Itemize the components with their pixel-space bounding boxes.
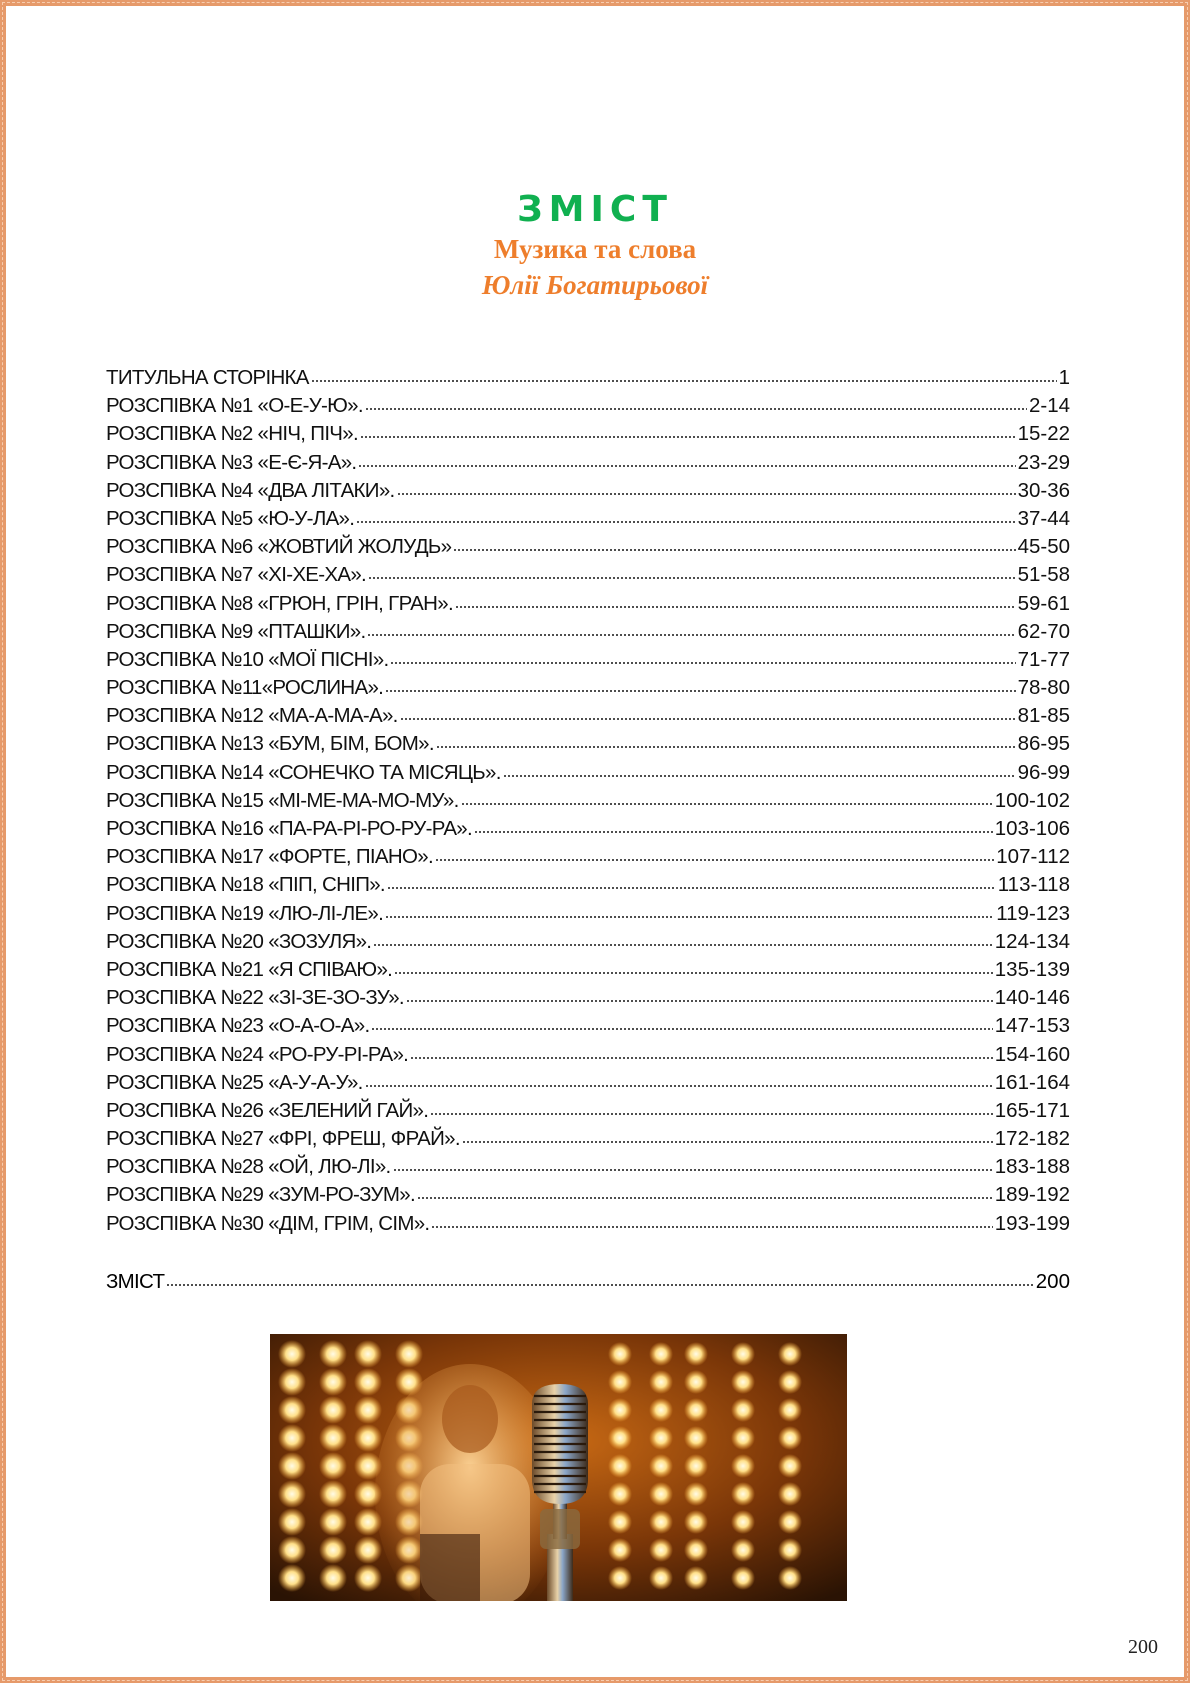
- toc-entry-pages: 189-192: [994, 1183, 1070, 1207]
- toc-entry-label: РОЗСПІВКА №13 «БУМ, БІМ, БОМ».: [106, 732, 434, 756]
- light-bulb: [608, 1510, 632, 1534]
- light-bulb: [278, 1340, 306, 1368]
- toc-row[interactable]: [106, 674, 1070, 702]
- toc-entry-pages: 154-160: [994, 1042, 1070, 1066]
- toc-entry-pages: 78-80: [1017, 676, 1070, 700]
- toc-leader-dots: [387, 886, 996, 891]
- toc-entry-pages: 147-153: [994, 1014, 1070, 1038]
- toc-row[interactable]: [106, 787, 1070, 815]
- toc-entry-pages: 103-106: [994, 817, 1070, 840]
- light-bulb: [319, 1396, 347, 1424]
- toc-row[interactable]: [106, 1181, 1070, 1209]
- toc-row[interactable]: [106, 449, 1070, 477]
- toc-entry-label: ЗМІСТ: [106, 1270, 165, 1293]
- light-bulb: [684, 1370, 708, 1394]
- toc-entry-label: РОЗСПІВКА №29 «ЗУМ-РО-ЗУМ».: [106, 1183, 415, 1207]
- light-bulb: [684, 1342, 708, 1366]
- toc-row[interactable]: [106, 1153, 1070, 1181]
- light-bulb: [649, 1566, 673, 1590]
- toc-entry-label: РОЗСПІВКА №10 «МОЇ ПІСНІ».: [106, 647, 389, 671]
- toc-row[interactable]: [106, 1041, 1070, 1069]
- toc-entry-pages: 71-77: [1017, 647, 1070, 671]
- toc-row[interactable]: [106, 590, 1070, 618]
- toc-entry-label: РОЗСПІВКА №1 «О-Е-У-Ю».: [106, 394, 363, 418]
- toc-leader-dots: [462, 1140, 993, 1145]
- toc-row[interactable]: [106, 505, 1070, 533]
- light-bulb: [278, 1452, 306, 1480]
- light-bulb: [278, 1508, 306, 1536]
- toc-entry-label: РОЗСПІВКА №11«РОСЛИНА».: [106, 676, 384, 700]
- light-bulb: [608, 1426, 632, 1450]
- light-bulb: [608, 1370, 632, 1394]
- toc-leader-dots: [371, 1027, 992, 1032]
- light-bulb: [278, 1368, 306, 1396]
- light-bulb: [684, 1454, 708, 1478]
- toc-entry-pages: 183-188: [994, 1155, 1070, 1179]
- light-bulb: [319, 1368, 347, 1396]
- light-bulb: [649, 1398, 673, 1422]
- toc-row[interactable]: [106, 1125, 1070, 1153]
- toc-entry-pages: 161-164: [994, 1070, 1070, 1094]
- toc-entry-pages: 113-118: [997, 873, 1070, 897]
- toc-entry-label: РОЗСПІВКА №8 «ГРЮН, ГРІН, ГРАН».: [106, 591, 453, 615]
- light-bulb: [319, 1536, 347, 1564]
- light-bulb: [608, 1342, 632, 1366]
- light-bulb: [684, 1482, 708, 1506]
- toc-leader-dots: [417, 1196, 993, 1201]
- toc-row[interactable]: [106, 730, 1070, 758]
- light-bulb: [354, 1424, 382, 1452]
- light-bulb: [395, 1340, 423, 1368]
- toc-leader-dots: [431, 1225, 992, 1230]
- toc-entry-label: РОЗСПІВКА №4 «ДВА ЛІТАКИ».: [106, 478, 395, 502]
- page-title: ЗМІСТ: [517, 189, 673, 230]
- toc-leader-dots: [356, 520, 1015, 525]
- light-bulb: [649, 1510, 673, 1534]
- toc-entry-label: РОЗСПІВКА №26 «ЗЕЛЕНИЙ ГАЙ».: [106, 1098, 429, 1122]
- light-bulb: [649, 1342, 673, 1366]
- toc-row[interactable]: [106, 1012, 1070, 1040]
- light-bulb: [608, 1398, 632, 1422]
- toc-leader-dots: [430, 1112, 993, 1117]
- toc-leader-dots: [453, 548, 1015, 553]
- light-bulb: [354, 1340, 382, 1368]
- light-bulb: [731, 1342, 755, 1366]
- light-bulb: [778, 1398, 802, 1422]
- light-bulb: [319, 1508, 347, 1536]
- toc-entry-pages: 45-50: [1017, 535, 1070, 559]
- toc-row[interactable]: [106, 900, 1070, 928]
- toc-entry-label: РОЗСПІВКА №30 «ДІМ, ГРІМ, СІМ».: [106, 1211, 430, 1235]
- toc-entry-label: РОЗСПІВКА №28 «ОЙ, ЛЮ-ЛІ».: [106, 1155, 391, 1179]
- toc-leader-dots: [461, 802, 993, 807]
- toc-entry-label: РОЗСПІВКА №23 «О-А-О-А».: [106, 1014, 370, 1038]
- toc-entry-pages: 100-102: [994, 788, 1070, 812]
- table-of-contents: [106, 364, 1070, 1238]
- toc-leader-dots: [166, 1283, 1033, 1288]
- toc-entry-label: РОЗСПІВКА №22 «ЗІ-ЗЕ-ЗО-ЗУ».: [106, 986, 404, 1010]
- light-bulb: [354, 1396, 382, 1424]
- toc-leader-dots: [503, 774, 1016, 779]
- toc-entry-pages: 193-199: [994, 1211, 1070, 1235]
- toc-leader-dots: [311, 379, 1057, 384]
- light-bulb: [608, 1482, 632, 1506]
- toc-entry-pages: 86-95: [1017, 732, 1070, 756]
- toc-entry-pages: 124-134: [994, 929, 1070, 953]
- toc-entry-pages: 165-171: [994, 1098, 1070, 1122]
- toc-entry-pages: 172-182: [994, 1127, 1070, 1151]
- light-bulb: [319, 1424, 347, 1452]
- light-bulb: [778, 1454, 802, 1478]
- subtitle-music-and-lyrics: Музика та слова: [493, 234, 697, 264]
- light-bulb: [778, 1426, 802, 1450]
- light-bulb: [354, 1536, 382, 1564]
- toc-final-entry: [106, 1268, 1070, 1296]
- light-bulb: [319, 1340, 347, 1368]
- toc-entry-pages: 30-36: [1017, 478, 1070, 502]
- toc-leader-dots: [385, 689, 1015, 694]
- toc-entry-pages: 119-123: [996, 901, 1070, 925]
- light-bulb: [684, 1510, 708, 1534]
- toc-row[interactable]: [106, 618, 1070, 646]
- toc-entry-label: РОЗСПІВКА №9 «ПТАШКИ».: [106, 619, 366, 643]
- toc-entry-pages: 51-58: [1017, 563, 1070, 587]
- toc-row[interactable]: [106, 646, 1070, 674]
- microphone-photo: [270, 1334, 847, 1601]
- toc-entry-pages: 62-70: [1017, 619, 1070, 643]
- toc-row[interactable]: [106, 815, 1070, 843]
- toc-leader-dots: [373, 943, 992, 948]
- toc-row[interactable]: [106, 477, 1070, 505]
- light-bulb: [278, 1564, 306, 1592]
- light-bulb: [778, 1510, 802, 1534]
- toc-row[interactable]: [106, 843, 1070, 871]
- light-bulb: [731, 1426, 755, 1450]
- toc-entry-label: РОЗСПІВКА №27 «ФРІ, ФРЕШ, ФРАЙ».: [106, 1127, 460, 1151]
- light-bulb: [731, 1398, 755, 1422]
- toc-row[interactable]: [106, 533, 1070, 561]
- light-bulb: [649, 1454, 673, 1478]
- toc-row[interactable]: [106, 759, 1070, 787]
- toc-entry-pages: 37-44: [1017, 506, 1070, 530]
- toc-leader-dots: [406, 999, 993, 1004]
- toc-entry-pages: 96-99: [1017, 760, 1070, 784]
- toc-entry-pages: 140-146: [994, 986, 1070, 1010]
- toc-entry-label: РОЗСПІВКА №3 «Е-Є-Я-А».: [106, 450, 357, 474]
- toc-leader-dots: [390, 661, 1015, 666]
- toc-entry-pages: 59-61: [1017, 591, 1070, 615]
- light-bulb: [731, 1566, 755, 1590]
- toc-entry-pages: 81-85: [1017, 704, 1070, 728]
- toc-leader-dots: [455, 605, 1016, 610]
- light-bulb: [319, 1564, 347, 1592]
- light-bulb: [608, 1566, 632, 1590]
- toc-leader-dots: [474, 830, 993, 835]
- toc-row[interactable]: [106, 1268, 1070, 1296]
- toc-leader-dots: [410, 1056, 993, 1061]
- toc-entry-label: РОЗСПІВКА №6 «ЖОВТИЙ ЖОЛУДЬ»: [106, 535, 452, 559]
- light-bulb: [778, 1482, 802, 1506]
- toc-leader-dots: [435, 858, 994, 863]
- light-bulb: [778, 1566, 802, 1590]
- toc-leader-dots: [385, 915, 994, 920]
- toc-leader-dots: [393, 1168, 993, 1173]
- light-bulb: [278, 1424, 306, 1452]
- toc-leader-dots: [365, 1084, 993, 1089]
- toc-row[interactable]: [106, 871, 1070, 899]
- toc-row[interactable]: [106, 928, 1070, 956]
- light-bulb: [278, 1396, 306, 1424]
- light-bulb: [684, 1426, 708, 1450]
- light-bulb: [649, 1370, 673, 1394]
- toc-entry-label: РОЗСПІВКА №18 «ПІП, СНІП».: [106, 873, 385, 897]
- light-bulb: [354, 1368, 382, 1396]
- toc-row[interactable]: [106, 420, 1070, 448]
- light-bulb: [684, 1566, 708, 1590]
- light-bulb: [778, 1370, 802, 1394]
- light-bulb: [778, 1538, 802, 1562]
- toc-row[interactable]: [106, 1210, 1070, 1238]
- toc-entry-pages: 200: [1035, 1270, 1070, 1293]
- toc-row[interactable]: [106, 392, 1070, 420]
- light-bulb: [319, 1480, 347, 1508]
- toc-entry-label: ТИТУЛЬНА СТОРІНКА: [106, 366, 309, 389]
- light-bulb: [731, 1370, 755, 1394]
- page-number: 200: [1128, 1636, 1158, 1658]
- toc-entry-pages: 15-22: [1017, 422, 1070, 446]
- toc-entry-label: РОЗСПІВКА №25 «А-У-А-У».: [106, 1070, 363, 1094]
- toc-leader-dots: [367, 633, 1015, 638]
- toc-entry-label: РОЗСПІВКА №15 «МІ-МЕ-МА-МО-МУ».: [106, 788, 459, 812]
- light-bulb: [649, 1482, 673, 1506]
- toc-leader-dots: [394, 971, 993, 976]
- toc-leader-dots: [360, 435, 1016, 440]
- toc-entry-label: РОЗСПІВКА №7 «ХІ-ХЕ-ХА».: [106, 563, 367, 587]
- toc-entry-label: РОЗСПІВКА №24 «РО-РУ-РІ-РА».: [106, 1042, 409, 1066]
- light-bulb: [684, 1538, 708, 1562]
- light-bulb: [684, 1398, 708, 1422]
- light-bulb: [278, 1480, 306, 1508]
- toc-entry-label: РОЗСПІВКА №14 «СОНЕЧКО ТА МІСЯЦЬ».: [106, 760, 501, 784]
- toc-entry-pages: 107-112: [996, 845, 1070, 869]
- toc-entry-pages: 2-14: [1028, 394, 1070, 418]
- toc-entry-pages: 1: [1058, 366, 1070, 389]
- toc-leader-dots: [436, 745, 1016, 750]
- toc-entry-pages: 135-139: [994, 957, 1070, 981]
- toc-entry-label: РОЗСПІВКА №20 «ЗОЗУЛЯ».: [106, 929, 372, 953]
- toc-leader-dots: [397, 492, 1016, 497]
- light-bulb: [778, 1342, 802, 1366]
- toc-leader-dots: [400, 717, 1016, 722]
- toc-row[interactable]: [106, 1097, 1070, 1125]
- microphone-icon: [270, 1334, 847, 1601]
- light-bulb: [319, 1452, 347, 1480]
- light-bulb: [649, 1538, 673, 1562]
- light-bulb: [278, 1536, 306, 1564]
- toc-row[interactable]: [106, 1069, 1070, 1097]
- toc-entry-label: РОЗСПІВКА №17 «ФОРТЕ, ПІАНО».: [106, 845, 433, 869]
- toc-entry-pages: 23-29: [1017, 450, 1070, 474]
- toc-entry-label: РОЗСПІВКА №19 «ЛЮ-ЛІ-ЛЕ».: [106, 901, 384, 925]
- light-bulb: [731, 1482, 755, 1506]
- light-bulb: [608, 1454, 632, 1478]
- light-bulb: [731, 1538, 755, 1562]
- toc-leader-dots: [365, 407, 1027, 412]
- toc-entry-label: РОЗСПІВКА №21 «Я СПІВАЮ».: [106, 957, 393, 981]
- toc-row[interactable]: [106, 364, 1070, 392]
- light-bulb: [354, 1564, 382, 1592]
- toc-row[interactable]: [106, 702, 1070, 730]
- toc-row[interactable]: [106, 956, 1070, 984]
- toc-entry-label: РОЗСПІВКА №12 «МА-А-МА-А».: [106, 704, 398, 728]
- toc-entry-label: РОЗСПІВКА №16 «ПА-РА-РІ-РО-РУ-РА».: [106, 817, 473, 840]
- toc-leader-dots: [368, 576, 1016, 581]
- toc-entry-label: РОЗСПІВКА №5 «Ю-У-ЛА».: [106, 506, 355, 530]
- light-bulb: [649, 1426, 673, 1450]
- light-bulb: [731, 1454, 755, 1478]
- light-bulb: [608, 1538, 632, 1562]
- toc-entry-label: РОЗСПІВКА №2 «НІЧ, ПІЧ».: [106, 422, 358, 446]
- light-bulb: [731, 1510, 755, 1534]
- toc-row[interactable]: [106, 984, 1070, 1012]
- toc-leader-dots: [358, 464, 1015, 469]
- subtitle-author: Юлії Богатирьової: [481, 270, 709, 300]
- toc-row[interactable]: [106, 561, 1070, 589]
